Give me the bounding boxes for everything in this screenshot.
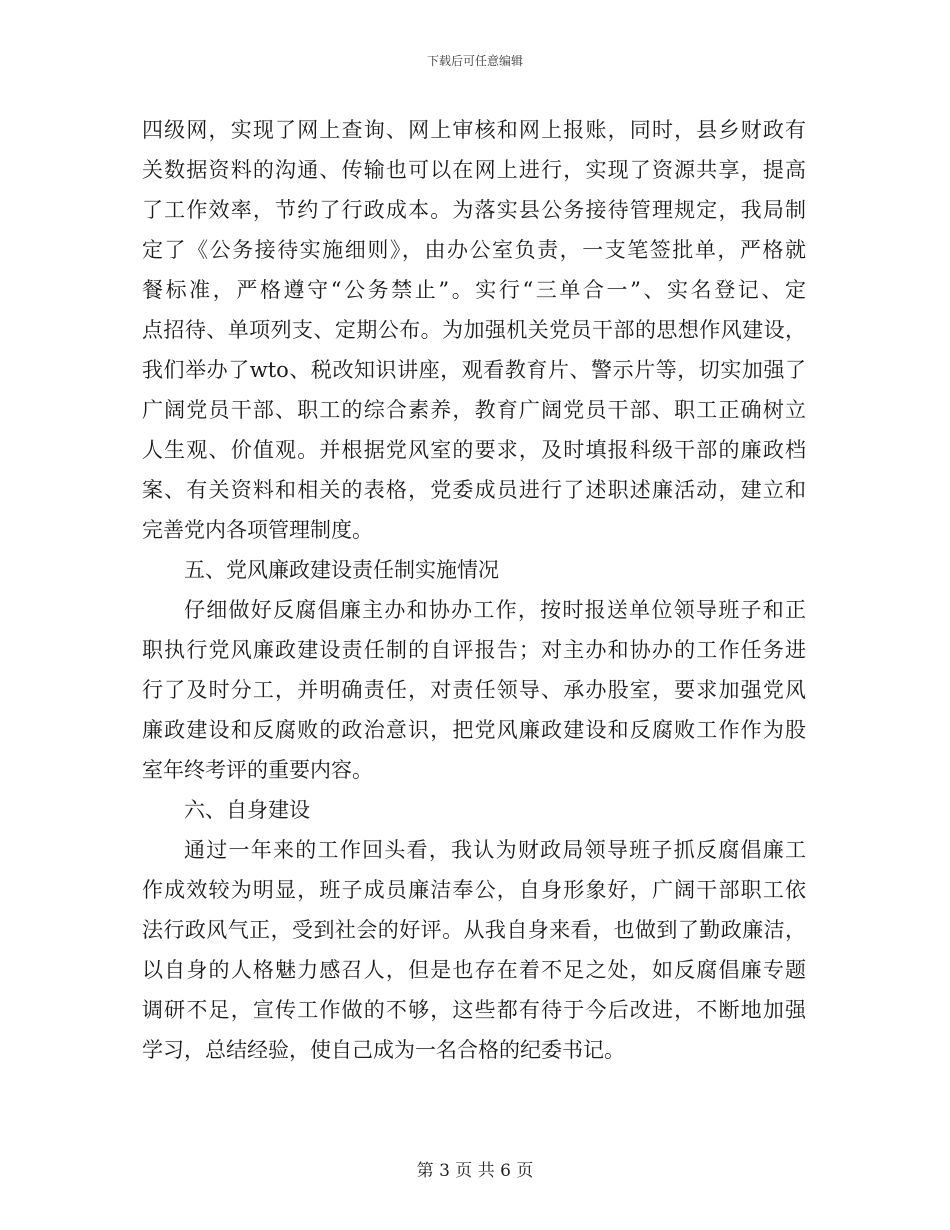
text-line: 四级网，实现了网上查询、网上审核和网上报账，同时，县乡财政有 (142, 118, 806, 142)
text-line: 我们举办了wto、税改知识讲座，观看教育片、警示片等，切实加强了 (142, 358, 806, 382)
text-line: 作成效较为明显，班子成员廉洁奉公，自身形象好，广阔干部职工依 (142, 878, 806, 902)
section-heading: 六、自身建设 (184, 798, 310, 822)
text-line: 广阔党员干部、职工的综合素养，教育广阔党员干部、职工正确树立 (142, 398, 806, 422)
document-body (142, 110, 806, 1070)
text-line: 以自身的人格魅力感召人，但是也存在着不足之处，如反腐倡廉专题 (142, 958, 806, 982)
text-line: 定了《公务接待实施细则》，由办公室负责，一支笔签批单，严格就 (142, 238, 806, 262)
text-line: 点招待、单项列支、定期公布。为加强机关党员干部的思想作风建设， (142, 318, 806, 342)
text-line: 仔细做好反腐倡廉主办和协办工作，按时报送单位领导班子和正 (184, 598, 806, 622)
text-line: 廉政建设和反腐败的政治意识，把党风廉政建设和反腐败工作作为股 (142, 718, 806, 742)
text-line: 室年终考评的重要内容。 (142, 758, 373, 782)
text-line: 人生观、价值观。并根据党风室的要求，及时填报科级干部的廉政档 (142, 438, 806, 462)
text-line: 餐标准，严格遵守“公务禁止”。实行“三单合一”、实名登记、定 (142, 278, 806, 302)
text-line: 完善党内各项管理制度。 (142, 518, 373, 542)
section-heading: 五、党风廉政建设责任制实施情况 (184, 558, 499, 582)
page-header: 下载后可任意编辑 (426, 54, 523, 68)
text-line: 通过一年来的工作回头看，我认为财政局领导班子抓反腐倡廉工 (184, 838, 806, 862)
text-line: 关数据资料的沟通、传输也可以在网上进行，实现了资源共享，提高 (142, 158, 806, 182)
text-line: 学习，总结经验，使自己成为一名合格的纪委书记。 (142, 1038, 625, 1062)
text-line: 法行政风气正，受到社会的好评。从我自身来看，也做到了勤政廉洁， (142, 918, 806, 942)
page-number: 第 3 页 共 6 页 (416, 1161, 534, 1181)
text-line: 案、有关资料和相关的表格，党委成员进行了述职述廉活动，建立和 (142, 478, 806, 502)
text-line: 职执行党风廉政建设责任制的自评报告；对主办和协办的工作任务进 (142, 638, 806, 662)
text-line: 行了及时分工，并明确责任，对责任领导、承办股室，要求加强党风 (142, 678, 806, 702)
text-line: 调研不足，宣传工作做的不够，这些都有待于今后改进，不断地加强 (142, 998, 806, 1022)
text-line: 了工作效率，节约了行政成本。为落实县公务接待管理规定，我局制 (142, 198, 806, 222)
